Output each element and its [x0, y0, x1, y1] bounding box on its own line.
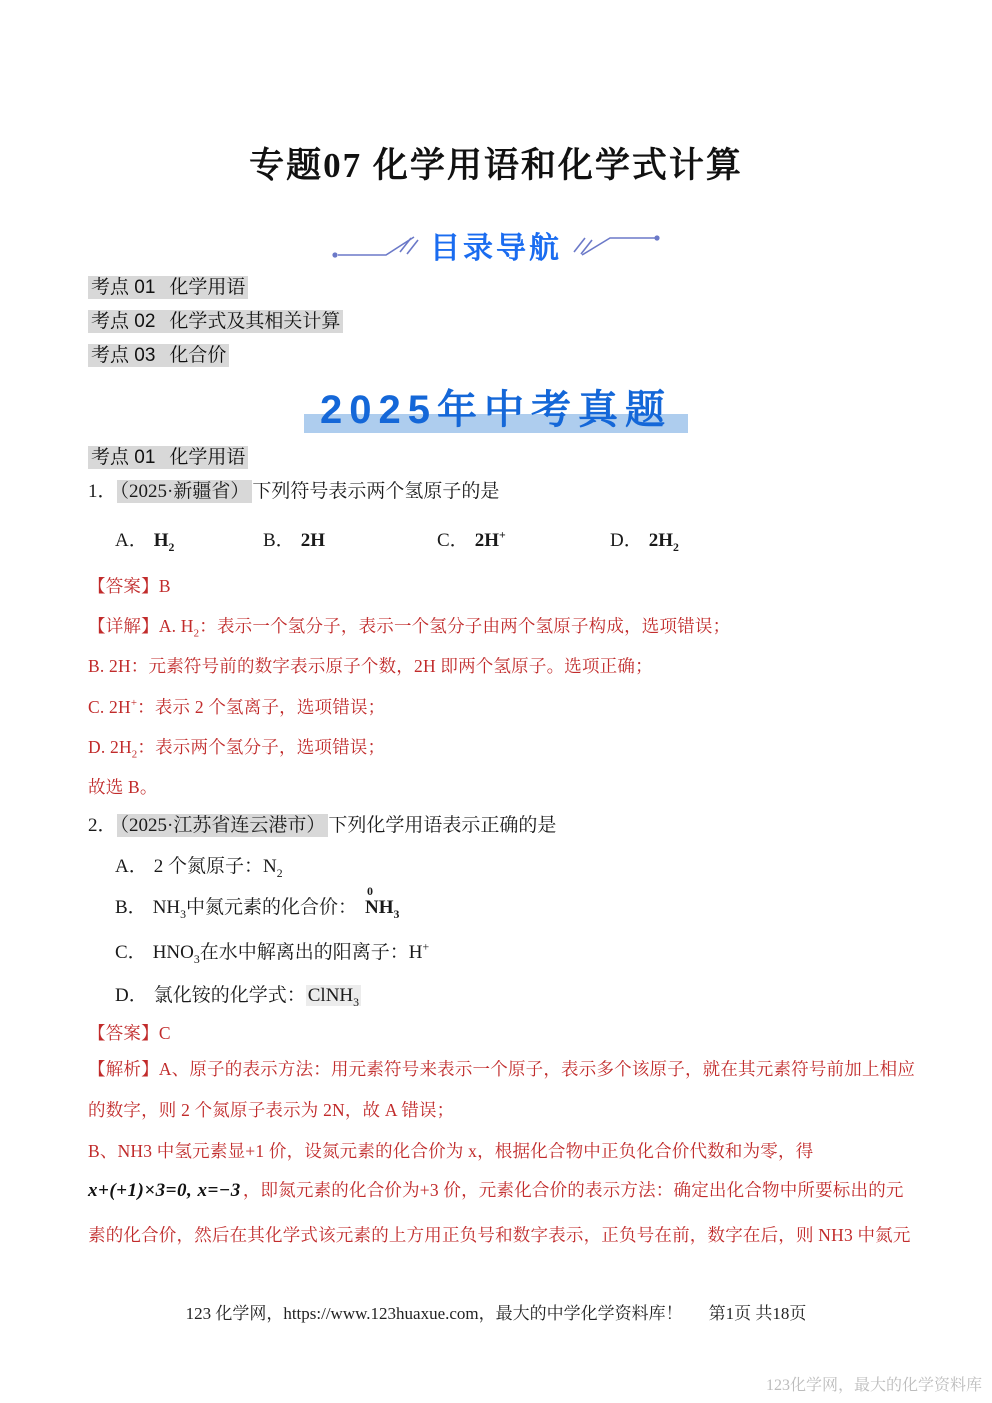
- question-2-text: 下列化学用语表示正确的是: [328, 815, 557, 836]
- q1-explain-label: 【详解】: [88, 616, 159, 636]
- valence-zero: 0: [367, 884, 374, 898]
- q1-option-c: C． 2H+: [437, 529, 506, 552]
- q2-option-d: D． 氯化铵的化学式： ClNH$_3$: [115, 985, 360, 1009]
- page-footer: [0, 1299, 992, 1324]
- q2-analysis-math-line: x+(+1)×3=0, x=−3 ，即氮元素的化合价为+3 价，元素化合价的表示方法：确定出化合物中所要标出的元: [88, 1180, 904, 1201]
- q2-analysis-line-1: 【解析】A、原子的表示方法：用元素符号来表示一个原子，表示多个该原子，就在其元素符号前加上相应: [88, 1059, 916, 1079]
- question-1-number: 1．: [88, 481, 117, 502]
- q2-option-a: A． 2 个氮原子：$N_2$: [115, 856, 283, 880]
- q1-option-c-formula: 2H+: [474, 529, 506, 552]
- q2-analysis-line-5: 素的化合价，然后在其化学式该元素的上方用正负号和数字表示，正负号在前，数字在后，则 NH3 中氮元: [88, 1225, 911, 1245]
- valence-equation: x+(+1)×3=0, x=−3: [88, 1180, 241, 1201]
- q1-explain-line-1: 【详解】A. $H_2$：表示一个氢分子，表示一个氢分子由两个氢原子构成，选项错误；: [88, 616, 731, 640]
- q2-analysis-line-3: B、NH3 中氢元素显+1 价，设氮元素的化合价为 x，根据化合物中正负化合价代数和为零，得: [88, 1141, 814, 1161]
- toc-item-3: [88, 344, 229, 368]
- question-1-options: [88, 529, 904, 561]
- q1-explain-line-2: B. 2H：元素符号前的数字表示原子个数，2H 即两个氢原子。选项正确；: [88, 656, 653, 676]
- toc-item-2: [88, 310, 343, 334]
- q2-option-c: C． $HNO_3$在水中解离出的阳离子：H+: [115, 941, 430, 967]
- nav-deco-left-icon: [330, 228, 422, 262]
- page-title: 专题07 化学用语和化学式计算: [249, 146, 743, 185]
- question-2-stem: [88, 814, 556, 838]
- q1-option-d: D． $2H_2$: [610, 530, 679, 554]
- toc-item-1-title: 化学用语: [169, 277, 246, 298]
- nav-deco-right-icon: [570, 228, 662, 262]
- valence-subscript: 3: [393, 907, 400, 921]
- question-2-source: （2025·江苏省连云港市）: [117, 814, 329, 837]
- toc-item-2-num: 考点 02: [91, 311, 156, 332]
- section-title: 化学用语: [169, 447, 246, 468]
- q1-option-b: B． 2H: [263, 530, 325, 551]
- toc-nav-header: [0, 222, 992, 268]
- question-1-text: 下列符号表示两个氢原子的是: [252, 481, 500, 502]
- q1-option-d-formula: $2H_2$: [648, 530, 679, 554]
- q1-explain-line-3: C. 2H+：表示 2 个氢离子，选项错误；: [88, 697, 386, 717]
- valence-formula: [365, 884, 400, 921]
- q2-analysis-line-2: 的数字，则 2 个氮原子表示为 2N，故 A 错误；: [88, 1100, 455, 1120]
- toc-item-1-num: 考点 01: [91, 277, 156, 298]
- toc-item-1: [88, 276, 248, 300]
- exam-year-banner: [0, 378, 992, 435]
- question-1-stem: [88, 480, 499, 504]
- q2-option-d-formula: ClNH$_3$: [307, 985, 360, 1009]
- q1-option-b-formula: 2H: [300, 530, 325, 551]
- q2-answer-value: C: [158, 1023, 171, 1043]
- question-1-source: （2025·新疆省）: [117, 480, 253, 503]
- q2-answer-label: 【答案】: [88, 1023, 159, 1043]
- section-heading: [88, 446, 248, 470]
- q1-answer-label: 【答案】: [88, 576, 159, 596]
- watermark-text: 123化学网，最大的化学资料库: [765, 1377, 982, 1394]
- footer-page-number: 第1页 共18页: [708, 1304, 807, 1323]
- q1-explain-conclusion: 故选 B。: [88, 777, 158, 797]
- toc-item-2-title: 化学式及其相关计算: [169, 311, 341, 332]
- toc-item-3-num: 考点 03: [91, 345, 156, 366]
- q2-answer-line: [88, 1023, 171, 1045]
- q1-answer-value: B: [158, 576, 171, 596]
- q1-answer-line: [88, 576, 171, 598]
- q1-explain-line-4: D. $2H_2$：表示两个氢分子，选项错误；: [88, 737, 386, 761]
- q1-option-a: A． $H_2$: [115, 530, 175, 554]
- footer-site-info: 123 化学网，https://www.123huaxue.com，最大的中学化学资料库！: [185, 1304, 683, 1323]
- toc-nav-title: 目录导航: [430, 232, 562, 265]
- banner-title: 2025年中考真题: [320, 388, 672, 432]
- q1-option-a-formula: $H_2$: [153, 530, 175, 554]
- q2-analysis-label: 【解析】: [88, 1059, 159, 1079]
- valence-base: NH: [365, 897, 394, 918]
- toc-item-3-title: 化合价: [169, 345, 227, 366]
- q2-option-b: B． $NH_3$中氮元素的化合价： 0 $NH_3$: [115, 884, 400, 921]
- question-2-number: 2．: [88, 815, 117, 836]
- section-num: 考点 01: [91, 447, 156, 468]
